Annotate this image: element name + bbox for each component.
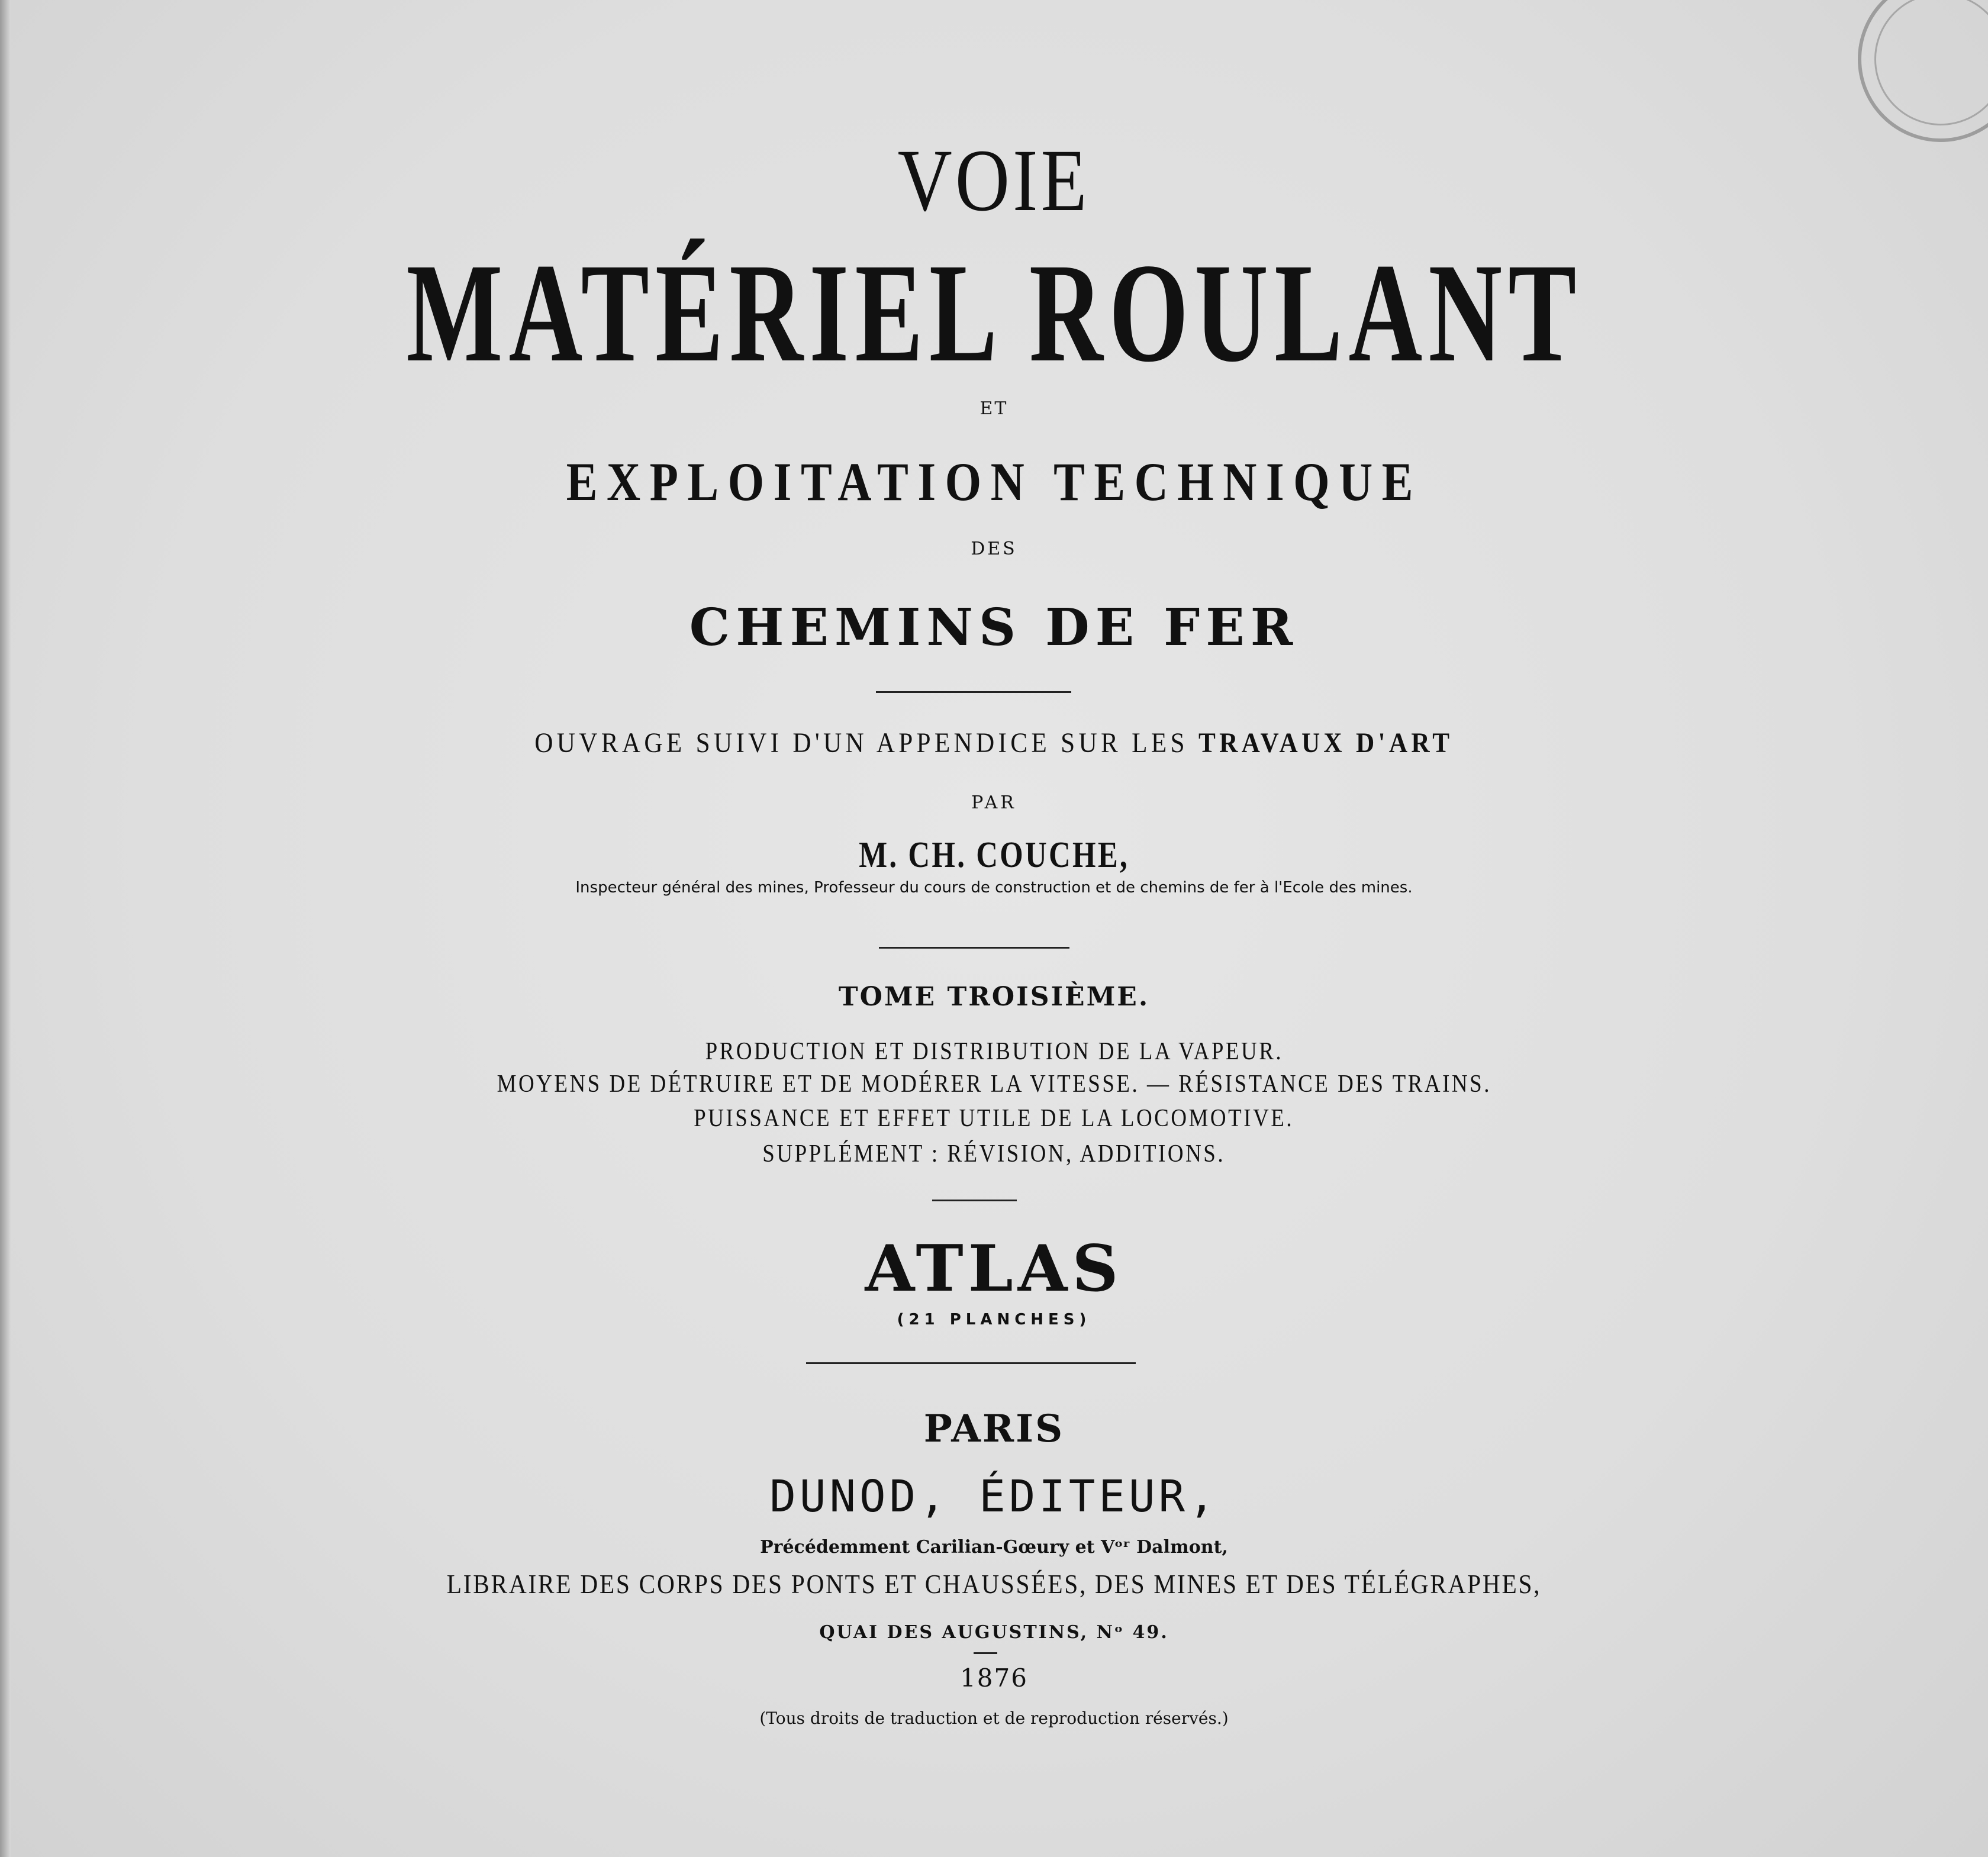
address: QUAI DES AUGUSTINS, Nᵒ 49. bbox=[819, 1622, 1169, 1643]
appendix-prefix: OUVRAGE SUIVI D'UN APPENDICE SUR LES bbox=[534, 727, 1189, 759]
contents-line: PUISSANCE ET EFFET UTILE DE LA LOCOMOTIVE. bbox=[694, 1105, 1294, 1132]
atlas-heading: ATLAS bbox=[865, 1231, 1123, 1306]
contents-line: SUPPLÉMENT : RÉVISION, ADDITIONS. bbox=[762, 1140, 1226, 1168]
appendix-travaux-dart: TRAVAUX D'ART bbox=[1198, 727, 1454, 759]
publisher: DUNOD, ÉDITEUR, bbox=[769, 1471, 1219, 1522]
rights: (Tous droits de traduction et de reproduction réservés.) bbox=[759, 1708, 1229, 1728]
divider-rule bbox=[879, 947, 1069, 949]
planches-count: (21 PLANCHES) bbox=[897, 1311, 1091, 1329]
title-line-chemins-de-fer: CHEMINS DE FER bbox=[689, 598, 1299, 657]
tome-label: TOME TROISIÈME. bbox=[838, 982, 1150, 1012]
divider-rule bbox=[806, 1362, 1136, 1364]
title-line-exploitation: EXPLOITATION TECHNIQUE bbox=[566, 452, 1422, 512]
contents-line: MOYENS DE DÉTRUIRE ET DE MODÉRER LA VITESSE. — RÉSISTANCE DES TRAINS. bbox=[497, 1071, 1491, 1098]
appendix-line bbox=[0, 729, 1988, 757]
year: 1876 bbox=[960, 1663, 1028, 1692]
conj-et: ET bbox=[979, 398, 1009, 419]
conj-des: DES bbox=[971, 539, 1017, 559]
divider-rule bbox=[974, 1652, 997, 1654]
previously: Précédemment Carilian-Gœury et Vᵒʳ Dalmont, bbox=[760, 1537, 1228, 1558]
library-stamp bbox=[1858, 0, 1988, 142]
libraire: LIBRAIRE DES CORPS DES PONTS ET CHAUSSÉES, DES MINES ET DES TÉLÉGRAPHES, bbox=[446, 1569, 1542, 1599]
par-label: PAR bbox=[971, 792, 1017, 813]
divider-rule bbox=[876, 691, 1071, 693]
city: PARIS bbox=[923, 1407, 1065, 1451]
contents-line: PRODUCTION ET DISTRIBUTION DE LA VAPEUR. bbox=[705, 1038, 1283, 1065]
author-title: Inspecteur général des mines, Professeur du cours de construction et de chemins de fer à l'Ecole des mines. bbox=[575, 879, 1413, 897]
author-name: M. CH. COUCHE, bbox=[859, 835, 1129, 875]
divider-rule bbox=[932, 1200, 1017, 1201]
title-line-materiel-roulant: MATÉRIEL ROULANT bbox=[405, 234, 1583, 391]
title-line-voie: VOIE bbox=[898, 131, 1090, 230]
